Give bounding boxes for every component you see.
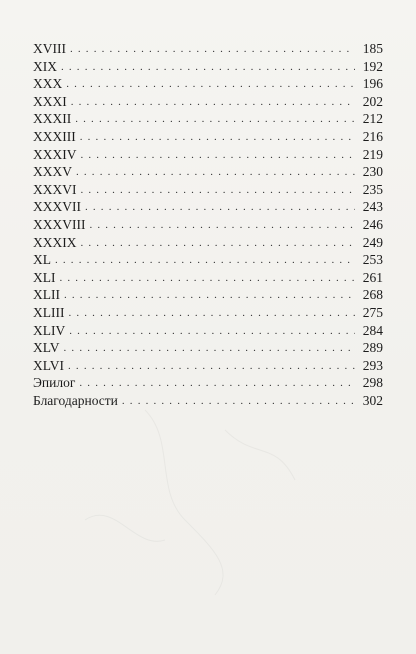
toc-entry-page: 253 (362, 252, 383, 268)
toc-entry-page: 275 (362, 304, 383, 320)
toc-entry-page: 192 (362, 58, 383, 74)
toc-entry-page: 249 (362, 234, 383, 250)
dot-leader (68, 305, 355, 323)
toc-entry-label: XL (33, 252, 51, 268)
dot-leader (60, 270, 356, 288)
toc-entry-label: XXXVIII (33, 216, 86, 232)
toc-entry-label: XXXVII (33, 199, 81, 215)
toc-entry-label: XXX (33, 76, 63, 92)
toc-entry-label: XXXIX (33, 234, 77, 250)
toc-entry-page: 196 (362, 76, 383, 92)
dot-leader (76, 164, 355, 182)
toc-entry-page: 243 (362, 199, 383, 215)
dot-leader (55, 252, 355, 270)
dot-leader (71, 94, 355, 112)
toc-entry-acknowledgements[interactable] (33, 392, 383, 410)
toc-entry-page: 185 (362, 41, 383, 56)
toc-entry-page: 298 (362, 375, 383, 391)
toc-entry-xxxi[interactable] (33, 93, 383, 111)
toc-entry-page: 202 (362, 93, 383, 109)
toc-entry-xxxviii[interactable] (33, 216, 383, 234)
toc-entry-page: 261 (362, 269, 383, 285)
toc-entry-label: XLV (33, 340, 60, 356)
dot-leader (80, 129, 355, 147)
toc-entry-label: XLI (33, 269, 56, 285)
toc-entry-xxxvi[interactable] (33, 181, 383, 199)
dot-leader (75, 111, 355, 129)
dot-leader (66, 76, 355, 94)
toc-entry-xxx[interactable] (33, 75, 383, 93)
dot-leader (81, 182, 356, 200)
dot-leader (61, 59, 355, 77)
dot-leader (79, 375, 355, 393)
toc-entry-label: XLVI (33, 357, 65, 373)
dot-leader (69, 323, 355, 341)
toc-entry-label: Эпилог (33, 375, 76, 391)
toc-entry-xxxii[interactable] (33, 110, 383, 128)
toc-entry-xli[interactable] (33, 269, 383, 287)
toc-entry-label: XXXV (33, 164, 72, 180)
toc-entry-xxxiv[interactable] (33, 146, 383, 164)
table-of-contents (33, 40, 383, 409)
show-through-illustration (25, 400, 385, 600)
toc-entry-label: XXXI (33, 93, 67, 109)
toc-entry-label: XIX (33, 58, 57, 74)
dot-leader (64, 287, 355, 305)
toc-entry-page: 293 (362, 357, 383, 373)
toc-entry-label: XLIV (33, 322, 66, 338)
dot-leader (68, 358, 355, 376)
toc-entry-xl[interactable] (33, 251, 383, 269)
toc-entry-xxxv[interactable] (33, 163, 383, 181)
toc-entry-xix[interactable] (33, 58, 383, 76)
dot-leader (89, 217, 355, 235)
toc-entry-xlv[interactable] (33, 339, 383, 357)
toc-entry-xviii[interactable] (33, 40, 383, 58)
toc-entry-epilogue[interactable] (33, 374, 383, 392)
toc-entry-page: 235 (362, 181, 383, 197)
toc-entry-label: XXXVI (33, 181, 77, 197)
toc-entry-page: 246 (362, 216, 383, 232)
toc-entry-xliii[interactable] (33, 304, 383, 322)
toc-entry-xlvi[interactable] (33, 357, 383, 375)
toc-entry-label: XXXIV (33, 146, 77, 162)
toc-entry-label: XXXII (33, 111, 72, 127)
dot-leader (81, 235, 356, 253)
toc-entry-xxxvii[interactable] (33, 198, 383, 216)
toc-entry-page: 230 (362, 164, 383, 180)
toc-entry-page: 302 (362, 392, 383, 408)
toc-entry-page: 284 (362, 322, 383, 338)
toc-entry-label: XVIII (33, 41, 66, 56)
toc-entry-page: 289 (362, 340, 383, 356)
toc-entry-label: Благодарности (33, 392, 118, 408)
dot-leader (64, 340, 355, 358)
toc-entry-xxxix[interactable] (33, 234, 383, 252)
dot-leader (85, 199, 355, 217)
toc-entry-xlii[interactable] (33, 286, 383, 304)
dot-leader (70, 41, 355, 59)
toc-entry-page: 219 (362, 146, 383, 162)
dot-leader (122, 393, 355, 411)
toc-entry-label: XXXIII (33, 128, 76, 144)
toc-entry-xliv[interactable] (33, 322, 383, 340)
dot-leader (81, 147, 356, 165)
toc-entry-label: XLII (33, 287, 60, 303)
toc-entry-page: 216 (362, 128, 383, 144)
toc-entry-page: 268 (362, 287, 383, 303)
toc-entry-xxxiii[interactable] (33, 128, 383, 146)
toc-entry-page: 212 (362, 111, 383, 127)
toc-entry-label: XLIII (33, 304, 65, 320)
